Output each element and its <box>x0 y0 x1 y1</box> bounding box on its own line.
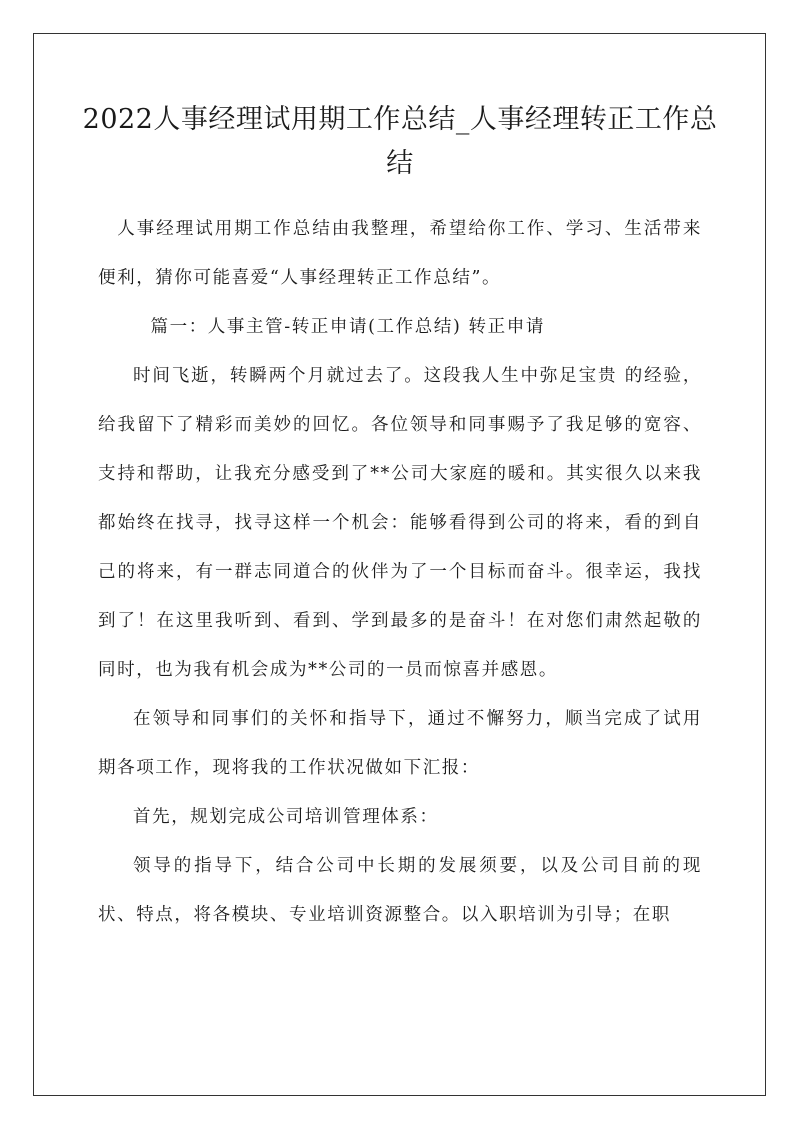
body-paragraph-guidance: 在领导和同事们的关怀和指导下，通过不懈努力，顺当完成了试用期各项工作，现将我的工作状况做如下汇报： <box>98 709 702 778</box>
intro-paragraph: 人事经理试用期工作总结由我整理，希望给你工作、学习、生活带来便利，猜你可能喜爱“人事经理转正工作总结”。 <box>98 219 702 288</box>
document-title: 2022人事经理试用期工作总结_人事经理转正工作总结 <box>82 104 718 179</box>
document-body <box>98 205 702 940</box>
body-paragraph-first: 首先，规划完成公司培训管理体系： <box>133 807 439 827</box>
body-paragraph-time: 时间飞逝，转瞬两个月就过去了。这段我人生中弥足宝贵 的经验，给我留下了精彩而美妙的回忆。各位领导和同事赐予了我足够的宽容、支持和帮助，让我充分感受到了**公司大家庭的暖和。其实很久以来我都始终在找寻，找寻这样一个机会：能够看得到公司的将来，看的到自己的将来，有一群志同道合的伙伴为了一个目标而奋斗。很幸运，我找到了！在这里我听到、看到、学到最多的是奋斗！在对您们肃然起敬的同时，也为我有机会成为**公司的一员而惊喜并感恩。 <box>98 366 702 680</box>
body-paragraph-leadership: 领导的指导下，结合公司中长期的发展须要，以及公司目前的现状、特点，将各模块、专业培训资源整合。以入职培训为引导；在职 <box>98 856 702 925</box>
section-heading: 篇一：人事主管-转正申请(工作总结) 转正申请 <box>150 317 545 337</box>
